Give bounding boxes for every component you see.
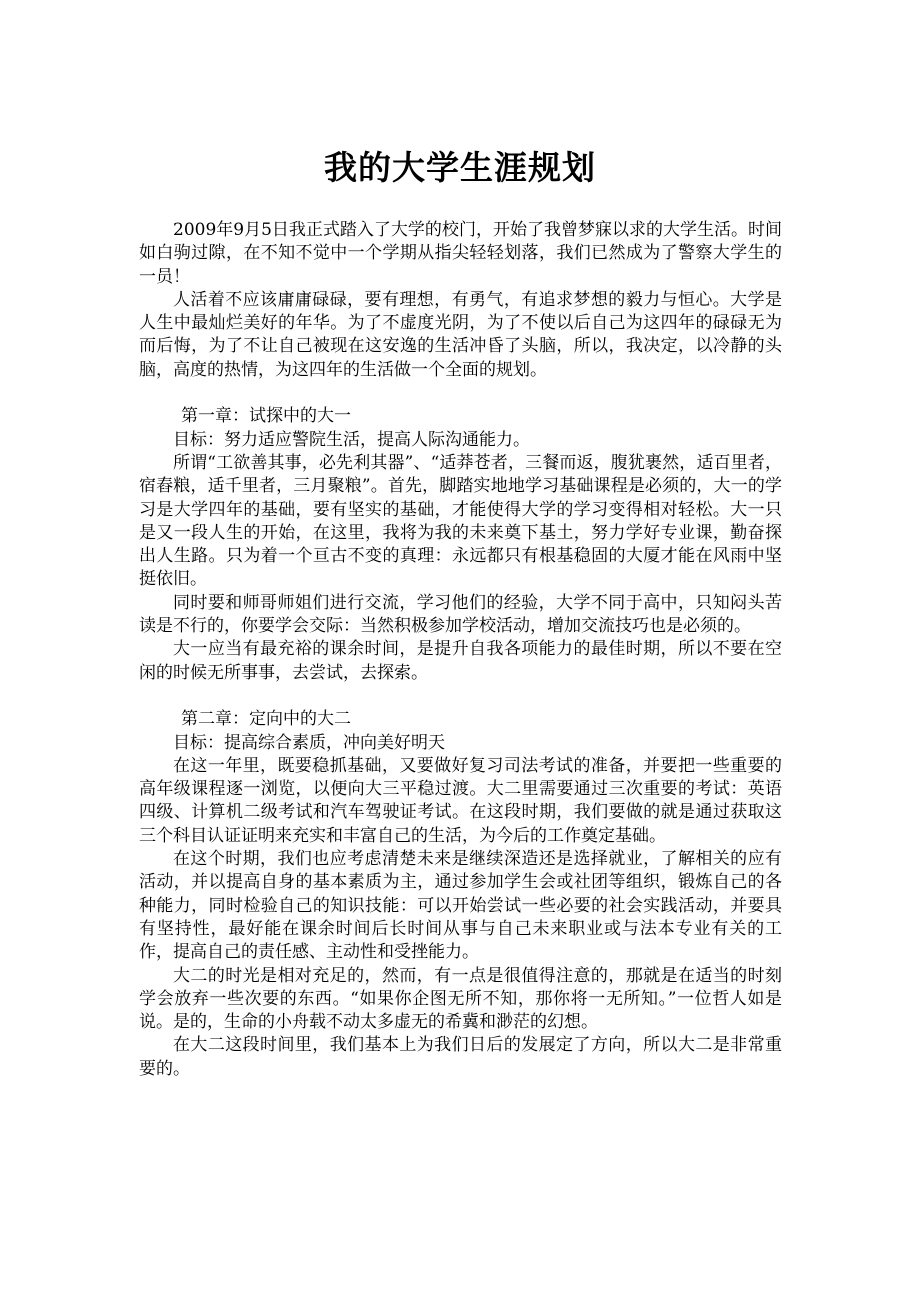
intro-paragraph: 2009年9月5日我正式踏入了大学的校门，开始了我曾梦寐以求的大学生活。时间如白驹过隙，在不知不觉中一个学期从指尖轻轻划落，我们已然成为了警察大学生的一员！	[139, 220, 782, 287]
document-body	[139, 219, 782, 1081]
chapter-paragraph: 在这个时期，我们也应考虑清楚未来是继续深造还是选择就业，了解相关的应有活动，并以提高自身的基本素质为主，通过参加学生会或社团等组织，锻炼自己的各种能力，同时检验自己的知识技能：可以开始尝试一些必要的社会实践活动，并要具有坚持性，最好能在课余时间后长时间从事与自己未来职业或与法本专业有关的工作，提高自己的责任感、主动性和受挫能力。	[139, 849, 782, 963]
chapter-paragraph: 在大二这段时间里，我们基本上为我们日后的发展定了方向，所以大二是非常重要的。	[139, 1035, 782, 1079]
chapter-paragraph: 所谓“工欲善其事，必先利其器”、“适莽苍者，三餐而返，腹犹裹然，适百里者，宿舂粮，适千里者，三月聚粮”。首先，脚踏实地地学习基础课程是必须的，大一的学习是大学四年的基础，要有坚实的基础，才能使得大学的学习变得相对轻松。大一只是又一段人生的开始，在这里，我将为我的未来奠下基土，努力学好专业课，勤奋探出人生路。只为着一个亘古不变的真理：永远都只有根基稳固的大厦才能在风雨中坚挺依旧。	[139, 452, 782, 590]
chapter-goal: 目标：提高综合素质，冲向美好明天	[173, 732, 445, 753]
intro-paragraph: 人活着不应该庸庸碌碌，要有理想，有勇气，有追求梦想的毅力与恒心。大学是人生中最灿烂美好的年华。为了不虚度光阴，为了不使以后自己为这四年的碌碌无为而后悔，为了不让自己被现在这安逸的生活冲昏了头脑，所以，我决定，以冷静的头脑，高度的热情，为这四年的生活做一个全面的规划。	[139, 289, 782, 380]
chapter-paragraph: 同时要和师哥师姐们进行交流，学习他们的经验，大学不同于高中，只知闷头苦读是不行的，你要学会交际：当然积极参加学校活动，增加交流技巧也是必须的。	[139, 592, 782, 637]
chapter-goal: 目标：努力适应警院生活，提高人际沟通能力。	[173, 429, 530, 450]
chapter-heading: 第一章：试探中的大一	[181, 406, 351, 427]
chapter-paragraph: 大二的时光是相对充足的，然而，有一点是很值得注意的，那就是在适当的时刻学会放弃一些次要的东西。“如果你企图无所不知，那你将一无所知。”一位哲人如是说。是的，生命的小舟载不动太多虚无的希冀和渺茫的幻想。	[139, 965, 782, 1033]
chapter-paragraph: 在这一年里，既要稳抓基础，又要做好复习司法考试的准备，并要把一些重要的高年级课程逐一浏览，以便向大三平稳过渡。大二里需要通过三次重要的考试：英语四级、计算机二级考试和汽车驾驶证考试。在这段时期，我们要做的就是通过获取这三个科目认证证明来充实和丰富自己的生活，为今后的工作奠定基础。	[139, 755, 782, 846]
chapter-heading: 第二章：定向中的大二	[181, 709, 351, 730]
chapter-paragraph: 大一应当有最充裕的课余时间，是提升自我各项能力的最佳时期，所以不要在空闲的时候无所事事，去尝试，去探索。	[139, 639, 782, 683]
document-title: 我的大学生涯规划	[324, 148, 596, 187]
